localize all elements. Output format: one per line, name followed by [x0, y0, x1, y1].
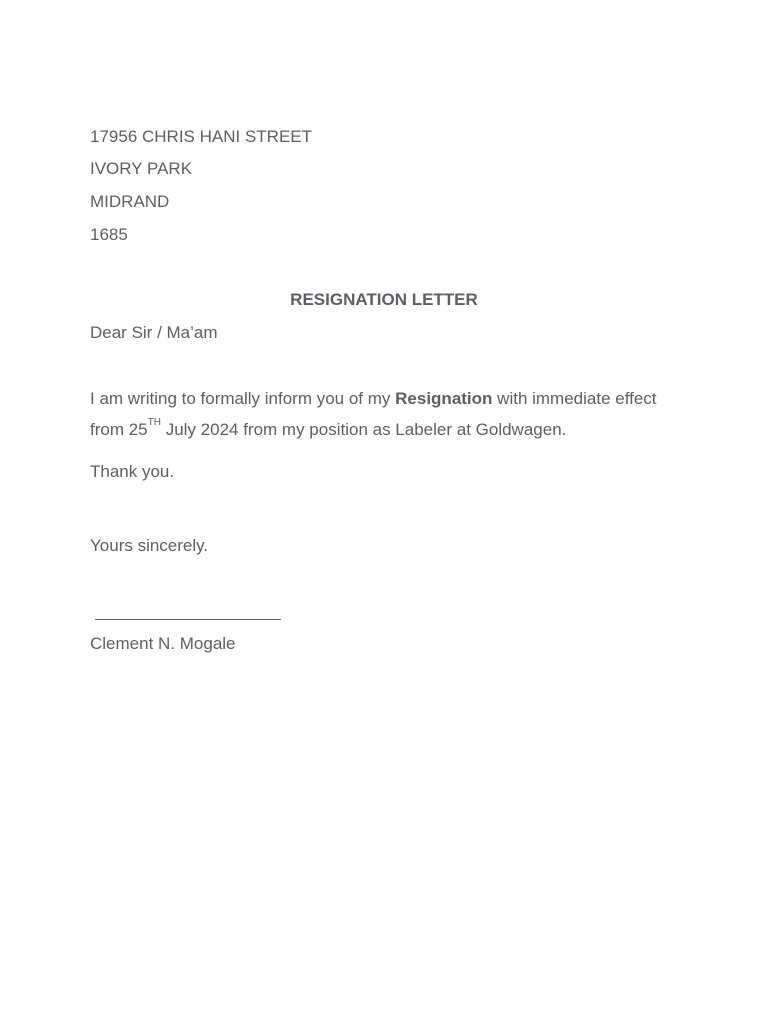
thank-you-line: Thank you.	[90, 462, 175, 481]
body-paragraph-line-1	[90, 389, 657, 409]
salutation: Dear Sir / Ma’am	[90, 323, 218, 342]
letter-title: RESIGNATION LETTER	[290, 290, 478, 309]
address-line-postal-code: 1685	[90, 225, 128, 244]
date-ordinal-suffix: TH	[147, 417, 161, 429]
body-text-emphasis: Resignation	[395, 389, 493, 408]
address-line-street: 17956 CHRIS HANI STREET	[90, 127, 313, 146]
body-paragraph-line-2	[90, 417, 567, 440]
signature-line	[95, 619, 281, 620]
body-text: I am writing to formally inform you of my	[90, 389, 396, 408]
signatory-name: Clement N. Mogale	[90, 634, 236, 653]
body-text: from 25	[90, 420, 148, 439]
closing-line: Yours sincerely.	[90, 536, 209, 555]
address-line-suburb: IVORY PARK	[90, 159, 193, 178]
body-text: July 2024 from my position as Labeler at Goldwagen.	[160, 420, 567, 439]
body-text: with immediate effect	[492, 389, 657, 408]
address-line-city: MIDRAND	[90, 192, 170, 211]
